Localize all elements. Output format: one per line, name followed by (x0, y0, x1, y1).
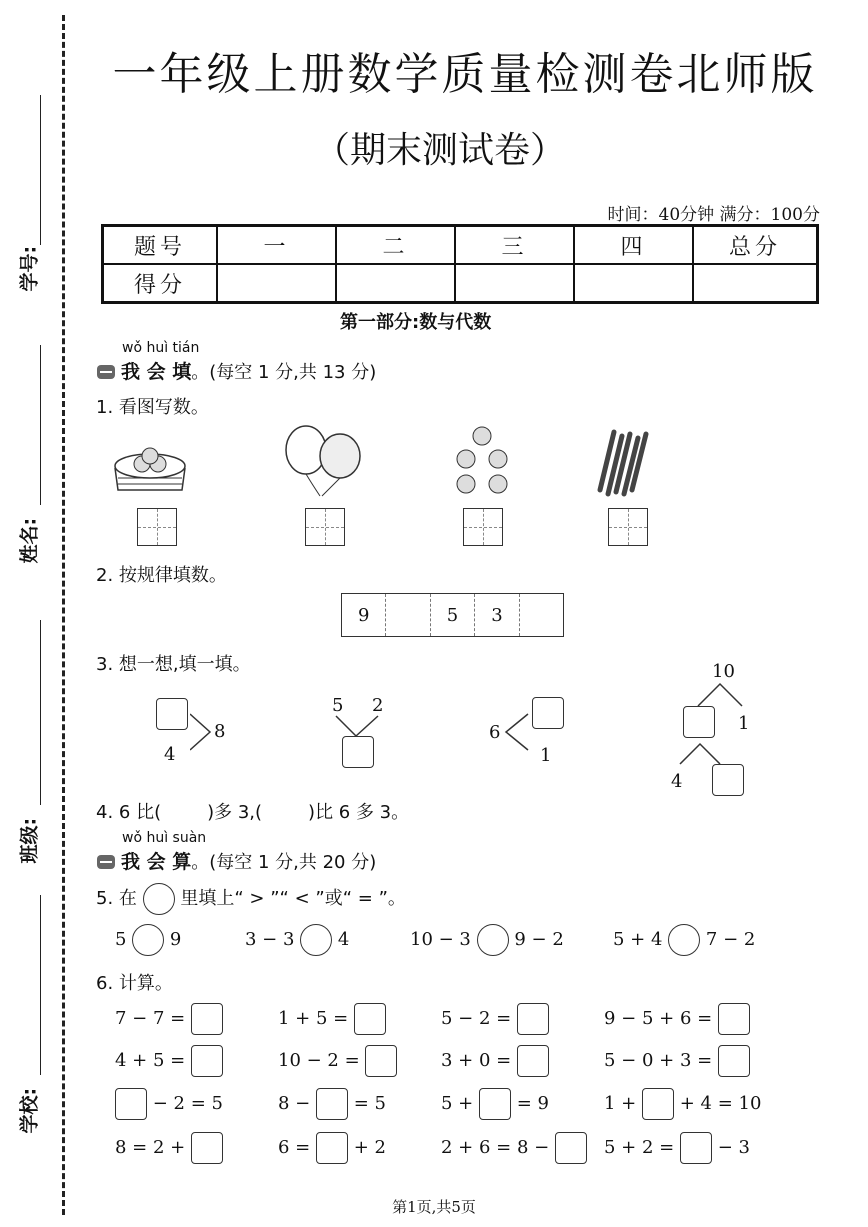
calc-expression: 9 − 5 + 6 = (604, 1008, 713, 1029)
bond-d-right: 1 (738, 713, 750, 734)
question-1-label: 1. 看图写数。 (96, 397, 209, 418)
calc-answer-box[interactable] (191, 1132, 223, 1164)
calc-item (604, 1045, 750, 1077)
sequence-cell: 5 (431, 594, 475, 636)
balloons-icon (282, 422, 364, 502)
question-6-label: 6. 计算。 (96, 973, 173, 994)
section1-title: 我 会 填 (121, 361, 192, 383)
calc-expression: − 3 (717, 1137, 750, 1158)
calc-answer-box[interactable] (680, 1132, 712, 1164)
compare-right: 7 − 2 (705, 929, 756, 950)
calc-expression: − 2 = 5 (152, 1093, 223, 1114)
question-3-label: 3. 想一想,填一填。 (96, 654, 251, 675)
question-4-part-2: )多 3,( (207, 802, 263, 823)
question-5-label (96, 883, 406, 915)
page-title: 一年级上册数学质量检测卷北师版 (112, 49, 818, 100)
calc-expression: 3 + 0 = (441, 1050, 512, 1071)
bond-b-left: 5 (332, 695, 344, 716)
bond-c-part: 1 (540, 745, 552, 766)
question-4 (96, 798, 409, 824)
bond-d-bottom-blank[interactable] (712, 764, 744, 796)
section1-pinyin: wǒ huì tián (122, 340, 200, 356)
compare-circle[interactable] (132, 924, 164, 956)
calc-answer-box[interactable] (517, 1045, 549, 1077)
calc-item (441, 1088, 549, 1120)
calc-expression: 2 + 6 = 8 − (441, 1137, 550, 1158)
calc-item (278, 1088, 386, 1120)
number-sequence (341, 593, 564, 637)
calc-item (441, 1045, 549, 1077)
compare-left: 10 − 3 (410, 929, 471, 950)
calc-item (278, 1045, 397, 1077)
score-cell: 二 (336, 226, 455, 265)
score-table (101, 224, 819, 304)
compare-left: 5 (115, 929, 127, 950)
calc-answer-box[interactable] (191, 1003, 223, 1035)
compare-left: 3 − 3 (245, 929, 295, 950)
score-cell: 四 (574, 226, 693, 265)
section2-heading (97, 847, 376, 874)
calc-expression: 1 + 5 = (278, 1008, 349, 1029)
score-cell: 三 (455, 226, 574, 265)
compare-item-4 (613, 924, 755, 956)
calc-answer-box[interactable] (115, 1088, 147, 1120)
compare-circle[interactable] (477, 924, 509, 956)
page-footer: 第1页,共5页 (392, 1198, 476, 1216)
score-table-score-row (103, 264, 818, 303)
calc-item (115, 1088, 223, 1120)
bond-a-part: 4 (164, 744, 176, 765)
answer-box-picture-1[interactable] (137, 508, 177, 546)
score-cell: 得分 (103, 264, 218, 303)
sequence-blank[interactable] (386, 594, 430, 636)
calc-answer-box[interactable] (365, 1045, 397, 1077)
bond-b-right: 2 (372, 695, 384, 716)
calc-expression: = 5 (353, 1093, 386, 1114)
school-label: 学校: (18, 1087, 41, 1134)
section2-pinyin: wǒ huì suàn (122, 830, 207, 846)
time-and-score-info: 时间：40分钟 满分：100分 (607, 205, 820, 225)
bond-a-total: 8 (214, 721, 226, 742)
calc-item (115, 1045, 223, 1077)
score-input-cell[interactable] (693, 264, 818, 303)
compare-item-1 (115, 924, 181, 956)
score-table-header-row (103, 226, 818, 265)
section2-note: 。(每空 1 分,共 20 分) (191, 852, 377, 873)
bond-d-top: 10 (712, 661, 735, 682)
calc-expression: 5 − 2 = (441, 1008, 512, 1029)
compare-circle[interactable] (300, 924, 332, 956)
score-cell: 一 (217, 226, 336, 265)
calc-expression: + 2 (353, 1137, 386, 1158)
name-line (40, 345, 41, 505)
answer-box-picture-3[interactable] (463, 508, 503, 546)
calc-expression: 5 + 2 = (604, 1137, 675, 1158)
calc-item (441, 1003, 549, 1035)
score-input-cell[interactable] (217, 264, 336, 303)
bond-a-blank[interactable] (156, 698, 188, 730)
calc-item (278, 1003, 386, 1035)
calc-item (278, 1132, 386, 1164)
calc-item (115, 1132, 223, 1164)
calc-expression: 1 + (604, 1093, 637, 1114)
compare-right: 9 (169, 929, 182, 950)
calc-answer-box[interactable] (718, 1045, 750, 1077)
binding-dashed-line (62, 15, 65, 1215)
page-subtitle: （期末测试卷） (313, 130, 566, 171)
class-label: 班级: (18, 817, 41, 864)
calc-item (115, 1003, 223, 1035)
calc-item (441, 1132, 587, 1164)
school-line (40, 895, 41, 1075)
compare-item-2 (245, 924, 349, 956)
answer-box-picture-2[interactable] (305, 508, 345, 546)
section2-title: 我 会 算 (121, 851, 192, 873)
score-cell: 总分 (693, 226, 818, 265)
score-input-cell[interactable] (455, 264, 574, 303)
answer-box-picture-4[interactable] (608, 508, 648, 546)
steamer-buns-icon (110, 440, 190, 500)
calc-expression: 8 = 2 + (115, 1137, 186, 1158)
compare-circle[interactable] (668, 924, 700, 956)
bond-b-blank[interactable] (342, 736, 374, 768)
bond-b-lines (334, 714, 380, 738)
calc-answer-box[interactable] (191, 1045, 223, 1077)
calc-item (604, 1088, 761, 1120)
section-badge-icon (97, 365, 115, 379)
question-5-text-1: 5. 在 (96, 888, 137, 909)
bond-d-bottom-lines (676, 742, 736, 766)
student-id-label: 学号: (18, 245, 41, 292)
calc-expression: 5 − 0 + 3 = (604, 1050, 713, 1071)
calc-expression: 4 + 5 = (115, 1050, 186, 1071)
class-line (40, 620, 41, 805)
compare-left: 5 + 4 (613, 929, 663, 950)
sequence-cell: 9 (342, 594, 386, 636)
calc-expression: 6 = (278, 1137, 311, 1158)
section1-note: 。(每空 1 分,共 13 分) (191, 362, 377, 383)
bond-d-top-lines (678, 682, 744, 708)
calc-expression: 8 − (278, 1093, 311, 1114)
calc-answer-box[interactable] (642, 1088, 674, 1120)
calc-answer-box[interactable] (555, 1132, 587, 1164)
bond-d-middle-blank[interactable] (683, 706, 715, 738)
bond-d-bottom-left: 4 (671, 771, 683, 792)
flowers-icon (452, 426, 512, 498)
student-id-line (40, 95, 41, 245)
calc-answer-box[interactable] (718, 1003, 750, 1035)
part-heading: 第一部分:数与代数 (340, 312, 492, 333)
calc-expression: 5 + (441, 1093, 474, 1114)
calc-answer-box[interactable] (517, 1003, 549, 1035)
score-input-cell[interactable] (574, 264, 693, 303)
question-2-label: 2. 按规律填数。 (96, 565, 227, 586)
bond-c-blank[interactable] (532, 697, 564, 729)
score-input-cell[interactable] (336, 264, 455, 303)
question-4-part-1: 4. 6 比( (96, 802, 162, 823)
calc-expression: 10 − 2 = (278, 1050, 360, 1071)
bond-c-total: 6 (489, 722, 501, 743)
calc-answer-box[interactable] (316, 1088, 348, 1120)
compare-right: 4 (337, 929, 350, 950)
bond-a-lines (190, 712, 214, 752)
sequence-cell: 3 (475, 594, 519, 636)
pencils-icon (590, 424, 650, 500)
bond-c-lines (504, 712, 530, 752)
section1-heading (97, 357, 376, 384)
score-cell: 题号 (103, 226, 218, 265)
compare-right: 9 − 2 (514, 929, 564, 950)
calc-item (604, 1132, 750, 1164)
section-badge-icon (97, 855, 115, 869)
calc-answer-box[interactable] (316, 1132, 348, 1164)
question-5-text-2: 里填上“ > ”“ < ”或“ = ”。 (180, 888, 406, 909)
sequence-blank[interactable] (520, 594, 563, 636)
calc-expression: + 4 = 10 (679, 1093, 762, 1114)
calc-expression: 7 − 7 = (115, 1008, 186, 1029)
calc-answer-box[interactable] (354, 1003, 386, 1035)
example-circle-icon (143, 883, 175, 915)
calc-item (604, 1003, 750, 1035)
compare-item-3 (410, 924, 564, 956)
calc-answer-box[interactable] (479, 1088, 511, 1120)
calc-expression: = 9 (516, 1093, 549, 1114)
question-4-part-3: )比 6 多 3。 (308, 802, 410, 823)
name-label: 姓名: (18, 517, 41, 564)
